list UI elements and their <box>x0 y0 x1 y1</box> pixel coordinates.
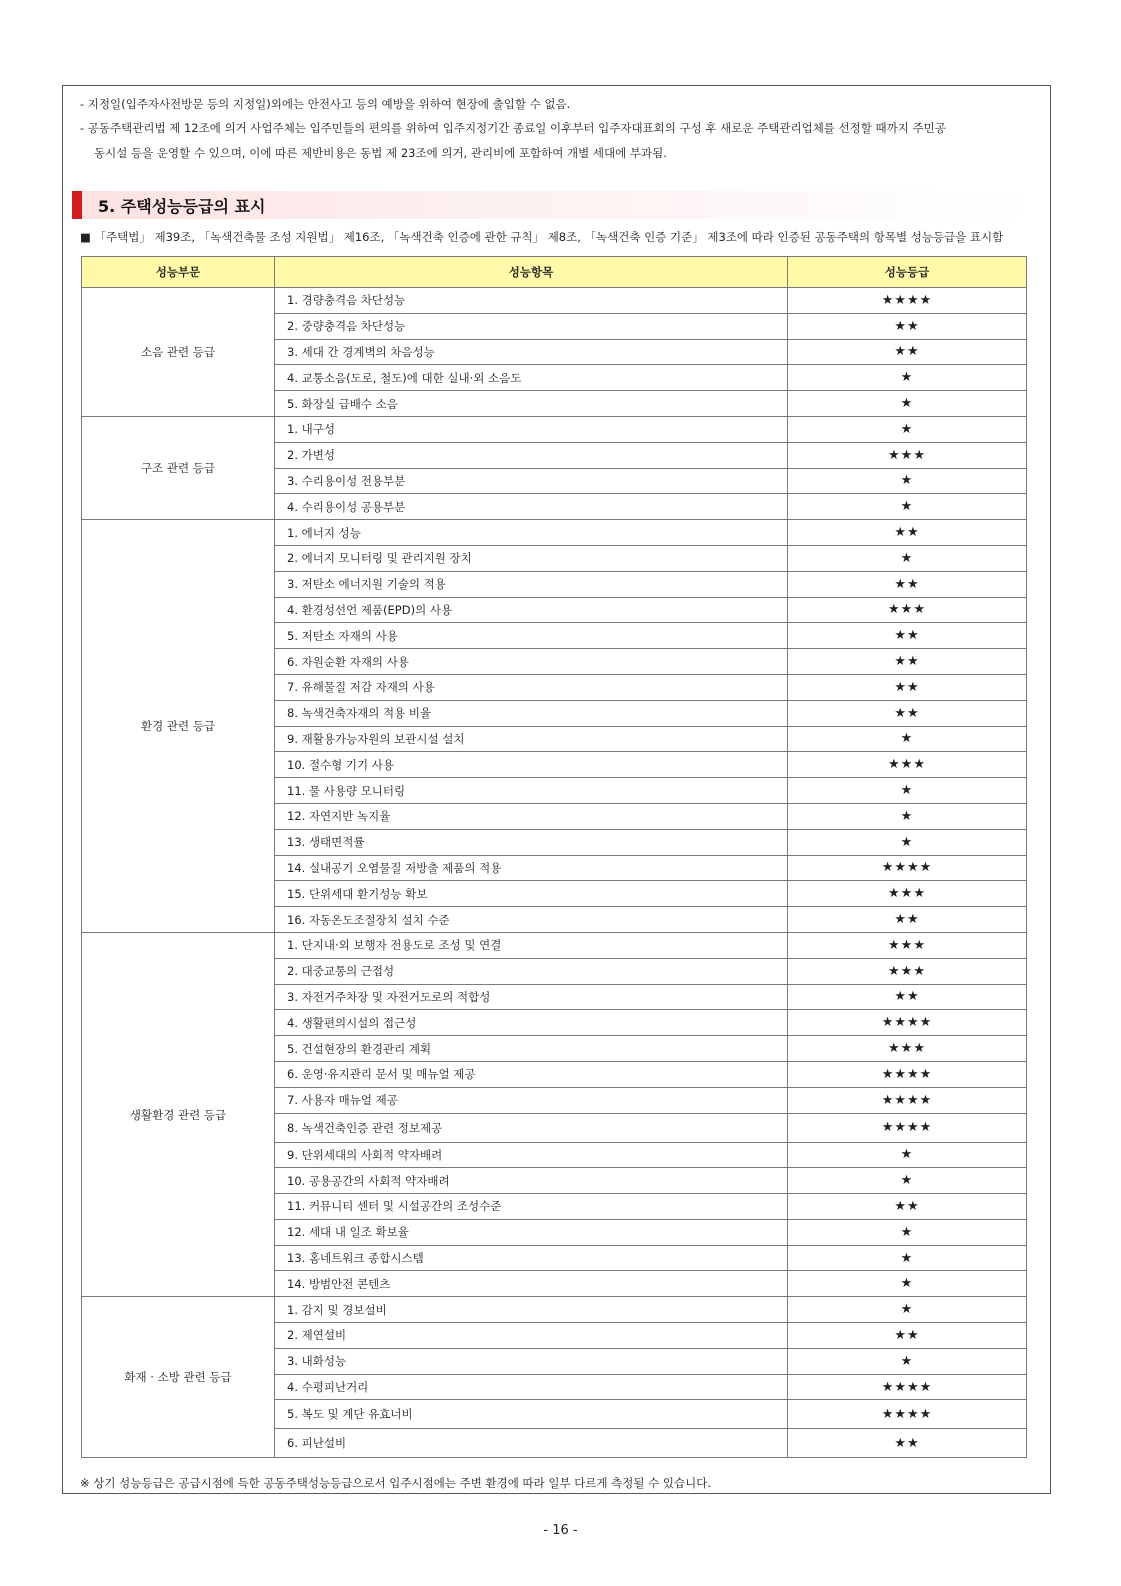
item-cell: 6. 운영·유지관리 문서 및 매뉴얼 제공 <box>275 1061 788 1087</box>
item-cell: 2. 에너지 모니터링 및 관리지원 장치 <box>275 545 788 571</box>
item-cell: 4. 교통소음(도로, 철도)에 대한 실내·외 소음도 <box>275 365 788 391</box>
item-cell: 5. 화장실 급배수 소음 <box>275 391 788 417</box>
table-row <box>82 520 1027 546</box>
header-item: 성능항목 <box>275 257 788 288</box>
item-cell: 10. 공용공간의 사회적 약자배려 <box>275 1168 788 1194</box>
grade-stars: ★ <box>788 726 1027 752</box>
grade-stars: ★ <box>788 1168 1027 1194</box>
page-number: - 16 - <box>543 1523 578 1538</box>
item-cell: 3. 자전거주차장 및 자전거도로의 적합성 <box>275 984 788 1010</box>
grade-stars: ★★★ <box>788 752 1027 778</box>
item-cell: 2. 제연설비 <box>275 1323 788 1349</box>
category-cell: 환경 관련 등급 <box>82 520 275 933</box>
table-row <box>82 416 1027 442</box>
item-cell: 4. 수평피난거리 <box>275 1374 788 1400</box>
grade-stars: ★★ <box>788 700 1027 726</box>
grade-stars: ★★ <box>788 1323 1027 1349</box>
grade-stars: ★★★ <box>788 597 1027 623</box>
item-cell: 1. 내구성 <box>275 416 788 442</box>
grade-stars: ★ <box>788 778 1027 804</box>
item-cell: 11. 커뮤니티 센터 및 시설공간의 조성수준 <box>275 1194 788 1220</box>
section-title: 5. 주택성능등급의 표시 <box>98 197 266 216</box>
item-cell: 11. 물 사용량 모니터링 <box>275 778 788 804</box>
item-cell: 5. 저탄소 자재의 사용 <box>275 623 788 649</box>
grade-stars: ★ <box>788 365 1027 391</box>
item-cell: 2. 대중교통의 근접성 <box>275 958 788 984</box>
grade-stars: ★★★★ <box>788 1374 1027 1400</box>
category-cell: 화재 · 소방 관련 등급 <box>82 1297 275 1458</box>
grade-stars: ★★ <box>788 674 1027 700</box>
header-grade: 성능등급 <box>788 257 1027 288</box>
grade-stars: ★ <box>788 1348 1027 1374</box>
grade-stars: ★★ <box>788 649 1027 675</box>
category-cell: 생활환경 관련 등급 <box>82 932 275 1296</box>
item-cell: 6. 자원순환 자재의 사용 <box>275 649 788 675</box>
grade-stars: ★★★ <box>788 881 1027 907</box>
grade-stars: ★ <box>788 1245 1027 1271</box>
item-cell: 3. 수리용이성 전용부분 <box>275 468 788 494</box>
item-cell: 10. 절수형 기기 사용 <box>275 752 788 778</box>
item-cell: 3. 세대 간 경계벽의 차음성능 <box>275 339 788 365</box>
grade-stars: ★ <box>788 1219 1027 1245</box>
grade-stars: ★★ <box>788 1194 1027 1220</box>
header-category: 성능부문 <box>82 257 275 288</box>
grade-stars: ★★★ <box>788 958 1027 984</box>
intro-text: ■ 「주택법」 제39조, 「녹색건축물 조성 지원법」 제16조, 「녹색건축 인증에 관한 규칙」 제8조, 「녹색건축 인증 기준」 제3조에 따라 인증된 공동주택의 항목별 성능등급을 표시함 <box>80 230 1004 244</box>
grade-stars: ★★ <box>788 623 1027 649</box>
grade-stars: ★ <box>788 1142 1027 1168</box>
item-cell: 13. 생태면적률 <box>275 829 788 855</box>
grade-stars: ★ <box>788 468 1027 494</box>
grade-stars: ★★★ <box>788 932 1027 958</box>
item-cell: 7. 유해물질 저감 자재의 사용 <box>275 674 788 700</box>
item-cell: 2. 가변성 <box>275 442 788 468</box>
grade-stars: ★★★ <box>788 442 1027 468</box>
grade-stars: ★ <box>788 494 1027 520</box>
item-cell: 4. 생활편의시설의 접근성 <box>275 1010 788 1036</box>
item-cell: 1. 감지 및 경보설비 <box>275 1297 788 1323</box>
item-cell: 9. 재활용가능자원의 보관시설 설치 <box>275 726 788 752</box>
grade-stars: ★ <box>788 1297 1027 1323</box>
note-line-3: 동시설 등을 운영할 수 있으며, 이에 따른 제반비용은 동법 제 23조에 의거, 관리비에 포함하여 개별 세대에 부과됨. <box>94 146 667 160</box>
grade-stars: ★★ <box>788 1429 1027 1458</box>
grade-stars: ★★ <box>788 520 1027 546</box>
grade-stars: ★★★★ <box>788 1400 1027 1429</box>
grade-stars: ★★★★ <box>788 855 1027 881</box>
item-cell: 1. 단지내·외 보행자 전용도로 조성 및 연결 <box>275 932 788 958</box>
item-cell: 14. 실내공기 오염물질 저방출 제품의 적용 <box>275 855 788 881</box>
grade-stars: ★★ <box>788 313 1027 339</box>
table-header-row <box>82 257 1027 288</box>
grade-stars: ★ <box>788 391 1027 417</box>
item-cell: 13. 홈네트워크 종합시스템 <box>275 1245 788 1271</box>
grade-stars: ★★★★ <box>788 1010 1027 1036</box>
item-cell: 16. 자동온도조절장치 설치 수준 <box>275 907 788 933</box>
item-cell: 3. 저탄소 에너지원 기술의 적용 <box>275 571 788 597</box>
section-header <box>72 191 1032 219</box>
item-cell: 4. 환경성선언 제품(EPD)의 사용 <box>275 597 788 623</box>
grade-stars: ★★ <box>788 571 1027 597</box>
item-cell: 1. 에너지 성능 <box>275 520 788 546</box>
item-cell: 8. 녹색건축인증 관련 정보제공 <box>275 1113 788 1142</box>
item-cell: 9. 단위세대의 사회적 약자배려 <box>275 1142 788 1168</box>
item-cell: 12. 자연지반 녹지율 <box>275 803 788 829</box>
item-cell: 1. 경량충격음 차단성능 <box>275 288 788 314</box>
table-row <box>82 1297 1027 1323</box>
grade-stars: ★ <box>788 829 1027 855</box>
item-cell: 5. 건설현장의 환경관리 계획 <box>275 1036 788 1062</box>
item-cell: 7. 사용자 매뉴얼 제공 <box>275 1087 788 1113</box>
grade-stars: ★★ <box>788 339 1027 365</box>
grade-stars: ★★ <box>788 984 1027 1010</box>
item-cell: 2. 중량충격음 차단성능 <box>275 313 788 339</box>
item-cell: 5. 복도 및 계단 유효너비 <box>275 1400 788 1429</box>
grade-stars: ★★ <box>788 907 1027 933</box>
grade-stars: ★★★★ <box>788 1061 1027 1087</box>
grade-stars: ★ <box>788 1271 1027 1297</box>
grade-stars: ★ <box>788 545 1027 571</box>
grade-stars: ★★★★ <box>788 288 1027 314</box>
section-marker <box>72 191 82 219</box>
grade-stars: ★ <box>788 803 1027 829</box>
item-cell: 3. 내화성능 <box>275 1348 788 1374</box>
item-cell: 6. 피난설비 <box>275 1429 788 1458</box>
item-cell: 14. 방범안전 콘텐츠 <box>275 1271 788 1297</box>
note-line-2: - 공동주택관리법 제 12조에 의거 사업주체는 입주민들의 편의를 위하여 입주지정기간 종료일 이후부터 입주자대표회의 구성 후 새로운 주택관리업체를 선정할 때까지 주민공 <box>80 121 946 135</box>
item-cell: 15. 단위세대 환기성능 확보 <box>275 881 788 907</box>
item-cell: 4. 수리용이성 공용부분 <box>275 494 788 520</box>
item-cell: 8. 녹색건축자재의 적용 비율 <box>275 700 788 726</box>
table-row <box>82 932 1027 958</box>
note-line-1: - 지정일(입주자사전방문 등의 지정일)외에는 안전사고 등의 예방을 위하여 현장에 출입할 수 없음. <box>80 97 571 111</box>
table-row <box>82 288 1027 314</box>
grade-stars: ★ <box>788 416 1027 442</box>
performance-grade-table <box>81 256 1027 1458</box>
category-cell: 소음 관련 등급 <box>82 288 275 417</box>
footnote: ※ 상기 성능등급은 공급시점에 득한 공동주택성능등급으로서 입주시점에는 주변 환경에 따라 일부 다르게 측정될 수 있습니다. <box>80 1476 712 1490</box>
grade-stars: ★★★★ <box>788 1087 1027 1113</box>
category-cell: 구조 관련 등급 <box>82 416 275 519</box>
grade-stars: ★★★★ <box>788 1113 1027 1142</box>
item-cell: 12. 세대 내 일조 확보율 <box>275 1219 788 1245</box>
grade-stars: ★★★ <box>788 1036 1027 1062</box>
